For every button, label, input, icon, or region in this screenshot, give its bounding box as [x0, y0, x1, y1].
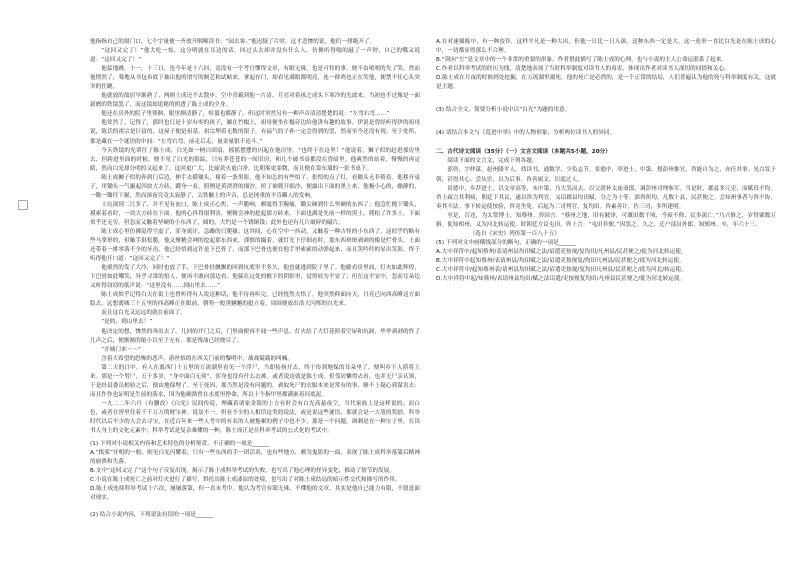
- story-paragraph: 他就放的故居早渐熟了，两颊士成还不去散步。空中青霸到他一片清，月亮对着孩之成头下寒冷的光波来，当初也不过像是一面新磨的铁镜罢了，而这镜却诡秘的照透了陈士成的全身。: [90, 93, 420, 109]
- question-4: (4) 请结合本文与《范进中举》中的人物形象，分析两位读书人的异同。: [436, 130, 616, 137]
- q5-option-d: D.大中祥符中起/知蔡州/表请州县均田/赋之法诏遣/吏按视复均田/凡州县民甚便之/徙为河北转运使。: [436, 276, 686, 283]
- story-paragraph: 而且这白光又远远的就在前面了。: [101, 310, 186, 317]
- left-column: [90, 38, 420, 520]
- story-paragraph: 他耸然了，记得了，那时也只是十岁有零的孩子，躺在竹榻上，祖母便坐在榻旁边给他讲有趣的故事。伊说是曾经听得伊的祖母说，陈氏的祖宗是巨富的，这屋子便是祖基，祖宗埋着无数的银子，有福气的子孙一定会得到的罢，然而至今还没有现。至于处所，那是藏在一个谜语的中间：“左弯右弯，前走后走，量金量银不论斗。”: [90, 120, 420, 145]
- right-column: [436, 38, 776, 284]
- story-paragraph: 他还在房外的院子里徘徊，眼里颇清静了，喧嚣也都静了。但这时突然另有一种声音清清楚楚的说：“左弯右弯……”: [101, 111, 390, 118]
- story-paragraph: 土坑深到二尺多了，并不见有瓮口，陈士成正心焦，一声脆响，颇震得手腕痛，锄尖碰到什么坚硬的东西了；他急忙抛下锄头，摸索着看时，一块大方砖在下面。他的心抖得很利害，聚精会神的挖起那方砖来，下面也满是先前一样的黑土，爬松了许多土，下面似乎还无穷。但忽而又触着坚硬的小东西了，圆的，大约是一个锈铜钱；此外也还有几片破碎的磁片。: [90, 201, 420, 226]
- q2-option-a: A.在对速描陈中，有一种狡诈，这样平凡是一种大出，但他一日比一日入深。这种东西一定是大，这一连串一直比白光是在陈士成的心中，一切都显得那么不合理。: [436, 39, 776, 55]
- question-1: (1) 下列对小说相关内容和艺术特色的分析鉴赏，不正确的一项是______: [90, 441, 270, 448]
- q2-option-b: B.“剑向”左”是文章中的一个非常的重要的形象，作者借此描写了陈士成的心理，也与小说的主人公命运联系了起来。: [436, 57, 728, 64]
- story-paragraph: 他决定的想，惨然的奔出去了。几回的开门之后，门里面便再不闻一些声息。灯火结了大灯花照着空屋和坑洞，毕毕剥剥的炸了几声之后，便渐渐的缩小以至于无有，那是残油已经烧尽了。: [90, 328, 420, 344]
- story-paragraph: 今天铁镜的光罩住了陈士成，白光如一柄白团扇，摇摇摆摆的闪起在他房里。“也终于在这里！”他说着，狮子似的赶进那房里去，但跨进里面的时候，便不见了白光的影踪，只有莽苍苍的一间旧房，和几个破书桌都没在昏暗里。他爽然的站着，慢慢的再定睛，然而白光却分明的又起来了，这回更广大，比硫黄火更白净，比朝雾更霏微，而且便在靠东墙的一张书桌下。: [90, 147, 420, 172]
- q1-option-a: A.“拨雾”开明的一般，则见白光闪耀着，只有一些东西的手一团活着，也有些地方，颇为鬼影的一面，表现了陈士成科举落第后精神的崩溃和失落。: [90, 450, 420, 466]
- story-paragraph: 陈士成似乎记得白天在街上也曾听得有人说这种话，他不待再听完，已经恍然大悟了。他突然仰面向天，月亮已向西高峰这方面隐去，远想离城三十五里的西高峰正在眼前，朝笏一般黑魆魆的挺立着，周围便放出浩大闪烁的白光来。: [90, 292, 420, 308]
- story-paragraph: 陈士成心里仿佛觉得空虚了，浑身流汗，急躁的只爬搔；这其间，心在空中一抖动，又触着一种古怪的小东西了，这似乎约略有些马掌形的，但触手很松脆。他又聚精会神的挖起那东西来，谨慎的撮着，就灯光下仔细看时，那东西斑斑剥剥的像是烂骨头，上面还带着一排零落不全的牙齿。他已经悟到这许是下巴骨了，而那下巴骨也便在他手里索索的动弹起来，而且笑吟吟的显出笑影，终于听得他开口道：“这回又完了！”: [90, 228, 420, 263]
- q2-option-c: C.作者以科举考试的经历为线，清楚地表现了当时科举制度对读书人的毒害，体现出作者对读书人深切的同情和关心。: [436, 66, 730, 73]
- margin-mark-icon: [18, 200, 28, 210]
- story-paragraph: “是的，到山里去！”: [101, 319, 153, 326]
- classical-paragraph: 景德中，乡荐进士，以文章高等，未中第，乃大笑而去。以父荫补太庙斋郎，调彭州司理参军。当是时，郡县多冗吏，而赋役不均。咨上疏言其利病，朝廷下其议，遂以咨为判官。又诏郡县均田赋，分之为十等。郭咨所均，凡数十县，民甚便之。会知州事者与咨不协，奏其不法。事下转运使按验，咨竟坐免。后起为三司判官，复均田。咨素善计，佐三司，多所建明。: [436, 185, 776, 210]
- question-5: (5) 下列对文中画横线部分的断句，正确的一项是______: [436, 239, 576, 246]
- classical-paragraph: 至是，召还，为太常博士，知蔡州。咨因言：“蔡州之地，旧有陂泽，可溉田数千顷，今废不修，民多流亡。”乃兴修之，岁得粟数万斛。徙知相州，又为河北转运使。时朝廷方议屯田，咨上言：“屯田非便。”因罢之。久之，迁户部员外郎，知郓州。卒，年六十三。: [436, 212, 776, 228]
- section-heading: 二、古代诗文阅读（35分）（一）文言文阅读（本题共5小题，20分）: [436, 149, 611, 156]
- q1-option-b: B.文中“这回又完了”这个句子反复出现，揭示了陈士成科举考试的失败，也写出了他心理的怪异变化，推动了情节的发展。: [90, 468, 396, 475]
- classical-source: （选自《宋史》列传第一百八十五）: [469, 230, 560, 237]
- story-paragraph: “这回又完了！”他大吃一惊，这分明就在耳边的话，回过头去却并没有什么人，仿佛听得嗡的敲了一声钟，自己的嘴又说道：“这回又完了！”: [90, 48, 420, 64]
- question-3: (3) 结合全文，简要分析小说中以“白光”为题的用意。: [436, 107, 571, 114]
- q2-option-d: D.陈士成在月夜的时候到处挖掘，在万流湖里溺死，他的死亡是必然的，是一个正常的结局，人们普遍认为他的死与科举制度有关，这就是主题。: [436, 75, 776, 91]
- story-paragraph: 他猛地跳，十一，十三日，连今年是十六回，竟没有一个考官懂得文章，有眼无珠，也是可怜的事，便不由嘻嘻的失了笑。然而他愤然了，蓦地从书包布底下抽出他的谱写的制艺和试帖来，拿起存门，却看见满眼都明亮，连一群鸡也正在笑他，便禁不住心头突突的狂跳。: [90, 66, 420, 91]
- classical-paragraph: 郭咨，字仲谋，赵州隆平人。幼读书，通数学，少负志节。景德中，举进士，中第。授彭州推官。咨能自为之，亦任其事。见白发于朝，甚得其心。尝从宦，以为后事。咨善属文，识度过人。: [436, 167, 776, 183]
- story-paragraph: “开城门来～～”: [101, 346, 141, 353]
- story-paragraph: 他指指自己的窗门口，七个字量便一齐放开咽喉读书：“园去客。”他迟疑了片时，这才悲惨的说，他们一排跑开了。: [90, 39, 376, 45]
- q5-option-a: A.大中祥符中/起知蔡州/表请州县均田赋之法/诏遣吏按视/复均田/凡州县/民甚便之/徙为河北转运使。: [436, 248, 687, 255]
- story-paragraph: 第二天的日中，有人在离西门十五里的万流湖里看见一个浮尸，当即传扬开去，终于传到地保的耳朵里了，便叫乡下人捞将上来。那是一个男尸，五十多岁，“身中面白无须”，浑身也没有什么衣裤。或者说这就是陈士成。但邻居懒得去看，也并无尸亲认领，于是经县委员相验之后，便由地保埋了。至于死因，那当然是没有问题的，剥取死尸的衣服本来是常有的事，够不上疑心到谋害去：而且仵作也证明是生前的落水，因为他确凿曾在水底里挣命，所以十个指甲里都满嵌着河底泥。: [90, 364, 420, 398]
- story-paragraph: 含着大希望的恐怖的悲声，游丝似的在西关门前的黎明中，战战兢兢的叫喊。: [101, 355, 294, 362]
- q1-option-c: C.小说在陈士成死亡之前对灯火进行了描写，烘托出陈士成凄凉的处境，也写出了对陈士成结局的暗示性交代和描写的作用。: [90, 477, 401, 484]
- question-2: (2) 结合小说内容，下列说法有误的一项是______: [90, 512, 213, 519]
- story-paragraph: 陈士成狮子似的奔到门后边，伸手去摸锄头，撞着一条黑影。他不知怎的有些怕了，张惶的点了灯，看锄头无非倚着。他移开桌子，用锄头一气掘起四块大方砖，蹲身一看，照例是黄澄澄的细沙，揎了袖爬开细沙，便露出下面的黑土来。他极小心的，幽静的，一锄一锄往下掘，然而深夜究竟太寂静了，尖铁触土的声音，总是钝重的不肯瞒人的发响。: [90, 174, 420, 199]
- q5-option-c: C.大中祥符中/起知蔡州表/请州县均田赋之法/诏遣吏按视/复均田凡州县/民甚便之/徙为河北/转运使。: [436, 266, 687, 273]
- q5-option-b: B.大中祥符中起知蔡州/表请州县/均田赋之法/诏遣吏按视复/均田凡州县/民甚便之/徙为河北转运使。: [436, 257, 685, 264]
- story-paragraph: 他栗然的发了大冷，同时也放了手，下巴骨轻飘飘的回到坑底里不多久，他也就逃到院子里了。他偷看房里面，灯火如此辉煌，下巴骨如此嘲笑，异乎寻常的怕人，便再不敢向那边看。他躲在远处的檐下的阴影里，觉得较为平安了；但在这平安中，忽而耳朵边又听得窃窃的低声说：“这里没有……到山里去……”: [90, 265, 420, 290]
- q1-option-d: D.陈士成连续科举考试十六次，屡屡落第，但一直未考中。他认为考官有眼无珠，不懂他的文章，其实是他自己能力有限，不愿意面对现实。: [90, 486, 420, 502]
- reading-instruction: 阅读下面的文言文，完成下列各题。: [447, 158, 538, 165]
- story-source-note: 一九二二年六月（有删改）《白光》民间传说，理藏着诸家金银的上方有时会有白光高悬夜空，当代家族上是这样说的；而白色，或者在窖里住着千千万万的财宝神。说法不一。但有不少的人相信这类的说法，或是说这些谜语，那就会是一大笔的奖励。科举时代以后不少的人会去寻宝，在近百年来一些人考中的有名的人被拖累的例子中也不少，那是一个问题。讽刺是在一种宝子里，在读书人身上的文化元素中；科举考试是复杂难懂的一种，陈士成正是在科举考试的公式化的考试中。: [90, 400, 420, 435]
